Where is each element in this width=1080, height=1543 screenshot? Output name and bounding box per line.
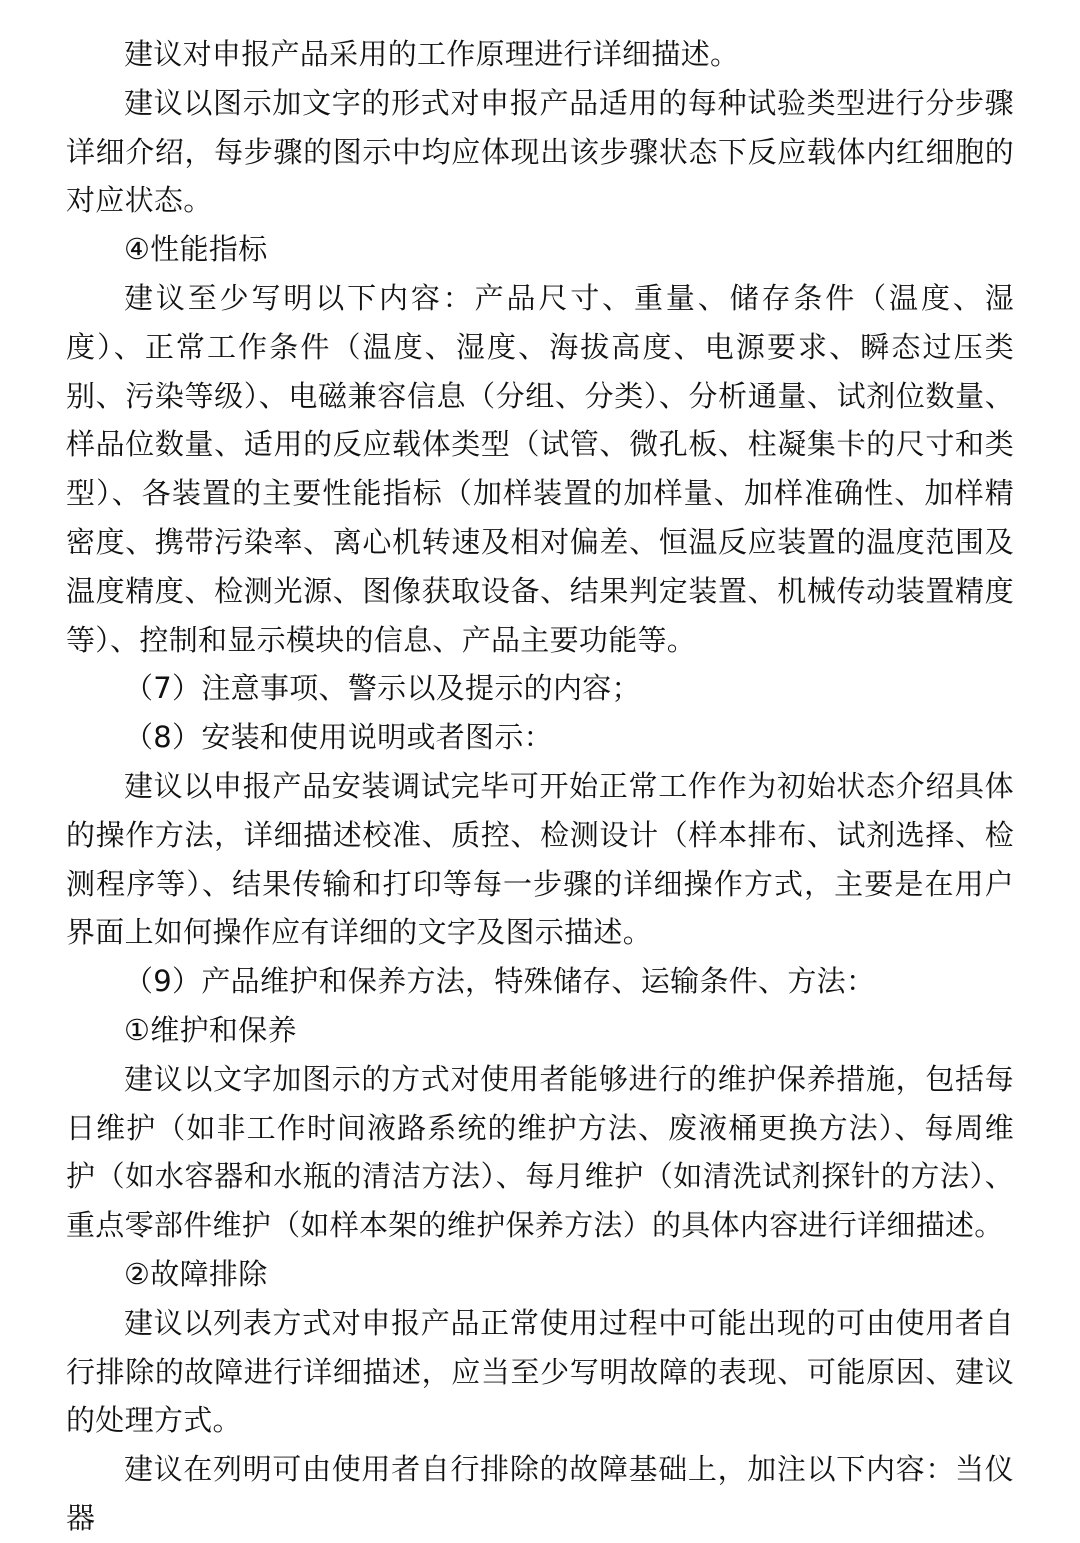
heading-installation-usage: （8）安装和使用说明或者图示：	[124, 720, 553, 755]
paragraph-test-steps: 建议以图示加文字的形式对申报产品适用的每种试验类型进行分步骤详细介绍，每步骤的图示中均应体现出该步骤状态下反应载体内红细胞的对应状态。	[66, 85, 1014, 218]
heading-troubleshooting: ②故障排除	[124, 1256, 268, 1291]
heading-performance-indicators: ④性能指标	[124, 232, 268, 267]
heading-maintenance-storage: （9）产品维护和保养方法，特殊储存、运输条件、方法：	[124, 964, 876, 999]
paragraph-operation-method: 建议以申报产品安装调试完毕可开始正常工作作为初始状态介绍具体的操作方法，详细描述校准、质控、检测设计（样本排布、试剂选择、检测程序等）、结果传输和打印等每一步骤的详细操作方式，主要是在用户界面上如何操作应有详细的文字及图示描述。	[66, 768, 1014, 950]
paragraph-working-principle: 建议对申报产品采用的工作原理进行详细描述。	[124, 37, 740, 71]
heading-precautions: （7）注意事项、警示以及提示的内容；	[124, 671, 641, 706]
paragraph-maintenance-measures: 建议以文字加图示的方式对使用者能够进行的维护保养措施，包括每日维护（如非工作时间液路系统的维护方法、废液桶更换方法）、每周维护（如水容器和水瓶的清洁方法）、每月维护（如清洗试剂探针的方法）、重点零部件维护（如样本架的维护保养方法）的具体内容进行详细描述。	[66, 1061, 1014, 1243]
paragraph-troubleshooting-note: 建议在列明可由使用者自行排除的故障基础上，加注以下内容：当仪器	[66, 1452, 1014, 1535]
paragraph-troubleshooting-list: 建议以列表方式对申报产品正常使用过程中可能出现的可由使用者自行排除的故障进行详细描述，应当至少写明故障的表现、可能原因、建议的处理方式。	[66, 1305, 1014, 1438]
heading-maintenance: ①维护和保养	[124, 1012, 297, 1047]
paragraph-performance-content: 建议至少写明以下内容：产品尺寸、重量、储存条件（温度、湿度）、正常工作条件（温度、湿度、海拔高度、电源要求、瞬态过压类别、污染等级）、电磁兼容信息（分组、分类）、分析通量、试剂位数量、样品位数量、适用的反应载体类型（试管、微孔板、柱凝集卡的尺寸和类型）、各装置的主要性能指标（加样装置的加样量、加样准确性、加样精密度、携带污染率、离心机转速及相对偏差、恒温反应装置的温度范围及温度精度、检测光源、图像获取设备、结果判定装置、机械传动装置精度等）、控制和显示模块的信息、产品主要功能等。	[66, 280, 1014, 657]
